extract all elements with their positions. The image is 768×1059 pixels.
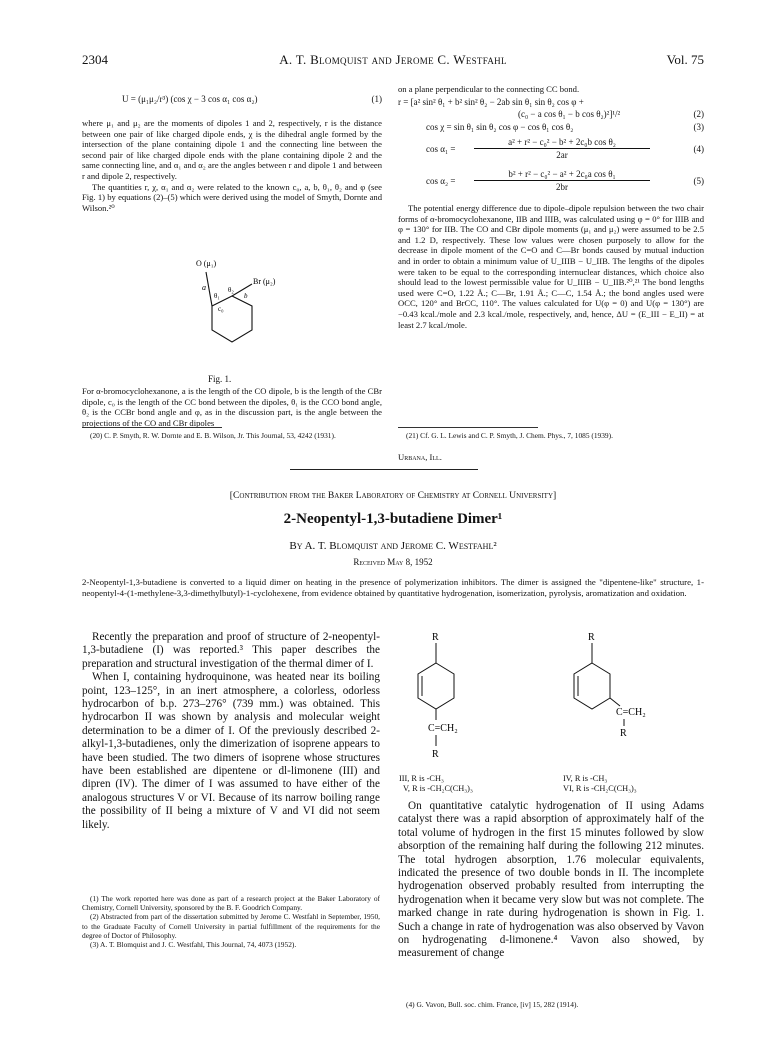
footnote-2: (2) Abstracted from part of the dissertation submitted by Jerome C. Westfahl in September, 1950, to the Graduate Faculty of Cornell University in partial fulfillment of the requirements for the degree of Doctor of Philosophy. — [82, 912, 380, 940]
fig-label-b: b — [244, 292, 248, 300]
paragraph-hydrogenation: On quantitative catalytic hydrogenation of II using Adams catalyst there was a rapid absorption of approximately half of the total volume of hydrogen in the first 15 minutes followed by slow absorption of the remaining half during the following 212 minutes. The total hydrogen absorption, 1.76 molecular equivalents, indicated the presence of two double bonds in II. The incomplete hydrogenation observed probably resulted from interrupting the hydrogenation when it became very slow but was not complete. The marked change in rate during hydrogenation is shown in Fig. 1. Such a change in rate of hydrogenation was also observed by Vavon on hydrogenating d-limonene.⁴ Vavon also showed, by measurement of change — [398, 800, 704, 960]
structures-figure — [392, 628, 704, 788]
text-block — [82, 118, 382, 213]
left-footnotes — [82, 894, 380, 949]
paragraph-intro: Recently the preparation and proof of structure of 2-neopentyl-1,3-butadiene (I) was reported.³ This paper describes the preparation and structural investigation of the thermal dimer of I. — [82, 631, 380, 670]
structure-labels-right — [563, 774, 704, 794]
equation-5-number: (5) — [693, 176, 704, 186]
fig-label-o: O (μ₁) — [196, 259, 217, 268]
structure-right-ch2: C=CH₂ — [616, 707, 646, 718]
equation-1-number: (1) — [371, 94, 382, 104]
label-iv: IV, R is -CH₃ — [563, 774, 608, 783]
structure-right-r-bottom: R — [620, 728, 627, 739]
location: Urbana, Ill. — [398, 452, 442, 462]
equation-3: cos χ = sin θ₁ sin θ₂ cos φ − cos θ₁ cos θ₂ (3) — [426, 122, 704, 132]
footnote-rule-right — [398, 427, 538, 428]
contribution-line: [Contribution from the Baker Laboratory of Chemistry at Cornell University] — [229, 490, 557, 501]
label-vi: VI, R is -CH₂C(CH₃)₃ — [563, 784, 637, 794]
footnote-rule — [82, 427, 222, 428]
paragraph-dipole-definitions: where μ₁ and μ₂ are the moments of dipoles 1 and 2, respectively, r is the distance between one pair of like charged dipole ends, χ is the dihedral angle formed by the intersection of the plane containing dipole 1 and the connecting line between the second pair of like charged dipole ends with the plane containing dipole 2 and the same connecting line, and α₁ and α₂ are the angles between r and dipole 1 and between r and dipole 2, respectively. — [82, 118, 382, 181]
figure-1 — [160, 254, 310, 369]
footnote-21: (21) Cf. G. L. Lewis and C. P. Smyth, J. Chem. Phys., 7, 1085 (1939). — [406, 431, 613, 440]
figure-1-caption: Fig. 1. — [208, 374, 232, 384]
equation-2: r = [a² sin² θ₁ + b² sin² θ₂ − 2ab sin θ₁ sin θ₂ cos φ + — [398, 97, 584, 107]
article-title: 2-Neopentyl-1,3-butadiene Dimer¹ — [283, 511, 503, 527]
footnote-1: (1) The work reported here was done as part of a research project at the Baker Laboratory of Chemistry, Cornell University, sponsored by the B. F. Goodrich Company. — [82, 894, 380, 913]
paragraph-quantities: The quantities r, χ, α₁ and α₂ were related to the known c₀, a, b, θ₁, θ₂ and φ (see Fig. 1) by equations (2)–(5) which were derived using the model of Smyth, Dornte and Wilson.²⁰ — [82, 181, 382, 213]
running-title: A. T. Blomquist and Jerome C. Westfahl — [279, 52, 507, 67]
volume-label: Vol. 75 — [666, 52, 704, 67]
footnote-3: (3) A. T. Blomquist and J. C. Westfahl, This Journal, 74, 4073 (1952). — [90, 940, 297, 950]
structure-left-r-bottom: R — [432, 749, 439, 760]
equation-5: cos α₂ = b² + r² − c₀² − a² + 2c₀a cos θ₁ 2br (5) — [426, 169, 704, 192]
paragraph-potential-energy: The potential energy difference due to dipole–dipole repulsion between the two chair forms of α-bromocyclohexanone, IIB and IIIB, was calculated using φ = 0° for IIIB and φ = 130° for IIB. The CO and CBr dipole moments (μ₁ and μ₂) were assumed to be 2.5 and 1.2 D, respectively. These low values were chosen purposely to allow for the decrease in dipole moment of the C=O and C—Br bonds caused by mutual induction and in order to obtain a minimum value of U_IIIB − U_IIB. The lengths of the dipoles were taken to be equal to the corresponding internuclear distances, which choice also should lead to the lowest permissible value for U_IIIB − U_IIB.²⁰,²¹ The bond lengths used were C=O, 1.22 Å.; C—Br, 1.91 Å.; C—C, 1.54 Å.; the bond angles used were OCC, 120° and BrCC, 110°. The values calculated for U(φ = 0) and U(φ = 130°) are −0.43 kcal./mole and 2.3 kcal./mole, respectively, and, hence, ΔU = (E_III − E_II) = at least 2.7 kcal./mole. — [398, 203, 704, 330]
received-date: Received May 8, 1952 — [353, 557, 433, 567]
right-top-column — [398, 84, 704, 464]
left-body-column — [82, 631, 380, 832]
paragraph-dimer: When I, containing hydroquinone, was heated near its boiling point, 123–125°, in an inert atmosphere, a colorless, odorless hydrocarbon of b.p. 273–276° (739 mm.) was obtained. This hydrocarbon II was shown by analysis and molecular weight determination to be a dimer of I. Of the previously described 2-alkyl-1,3-butadienes, only the dimerization of isoprene appears to have been studied. The two dimers of isoprene whose structures have been established are dipentene or dl-limonene (III) and dipren (IV). The dimer of I was assumed to have either of the analogous structures V or VI. Because of its narrow boiling range the possibility of II being a mixture of V and VI did not seem likely. — [82, 671, 380, 831]
equation-3-number: (3) — [693, 122, 704, 132]
abstract: 2-Neopentyl-1,3-butadiene is converted to a liquid dimer on heating in the presence of polymerization inhibitors. The dimer is assigned the "dipentene-like" structure, 1-neopentyl-4-(1-methylene-3,3-dimethylbutyl)-1-cyclohexene, from evidence obtained by quantitative hydrogenation, isomerization, pyrolysis, aromatization and oxidation. — [82, 577, 704, 598]
fig-label-theta1: θ₁ — [214, 292, 220, 300]
structure-left-r-top: R — [432, 632, 439, 643]
footnote-20: (20) C. P. Smyth, R. W. Dornte and E. B. Wilson, Jr. This Journal, 53, 4242 (1931). — [90, 431, 336, 440]
right-body-column — [398, 800, 704, 961]
footnote-4: (4) G. Vavon, Bull. soc. chim. France, [iv] 15, 282 (1914). — [406, 1000, 579, 1009]
equation-2-number: (2) — [693, 109, 704, 119]
equation-4-number: (4) — [693, 144, 704, 154]
fig-label-a: a — [202, 283, 206, 292]
intro-line: on a plane perpendicular to the connecting CC bond. — [398, 84, 580, 94]
paragraph-definitions-alpha-bromo: For α-bromocyclohexanone, a is the length of the CO dipole, b is the length of the CBr dipole, c₀ is the length of the CC bond between the dipoles, θ₁ is the CCO bond angle, θ₂ is the CCBr bond angle and φ, as in the discussion part, is the angle between the projections of the CO and CBr dipoles — [82, 386, 382, 428]
fig-label-theta2: θ₂ — [228, 286, 234, 294]
equation-4: cos α₁ = a² + r² − c₀² − b² + 2c₀b cos θ₂ 2ar (4) — [426, 137, 704, 160]
label-iii: III, R is -CH₃ — [399, 774, 444, 783]
equation-1: U = (μ₁μ₂/r³) (cos χ − 3 cos α₁ cos α₂) (1) — [122, 94, 382, 104]
page-header — [82, 52, 704, 70]
article-separator — [290, 469, 478, 470]
left-top-column — [82, 84, 382, 428]
label-v: V, R is -CH₂C(CH₃)₃ — [403, 784, 473, 794]
authors: By A. T. Blomquist and Jerome C. Westfahl² — [289, 540, 497, 552]
structure-right-r-top: R — [588, 632, 595, 643]
page-number: 2304 — [82, 52, 108, 67]
structure-left-ch2: C=CH₂ — [428, 723, 458, 734]
equation-2-cont: (c₀ − a cos θ₁ − b cos θ₂)²]¹/² (2) — [518, 109, 704, 119]
fig-label-br: Br (μ₂) — [253, 277, 276, 286]
fig-label-c0: c₀ — [218, 305, 224, 313]
structure-labels-left — [399, 774, 549, 794]
